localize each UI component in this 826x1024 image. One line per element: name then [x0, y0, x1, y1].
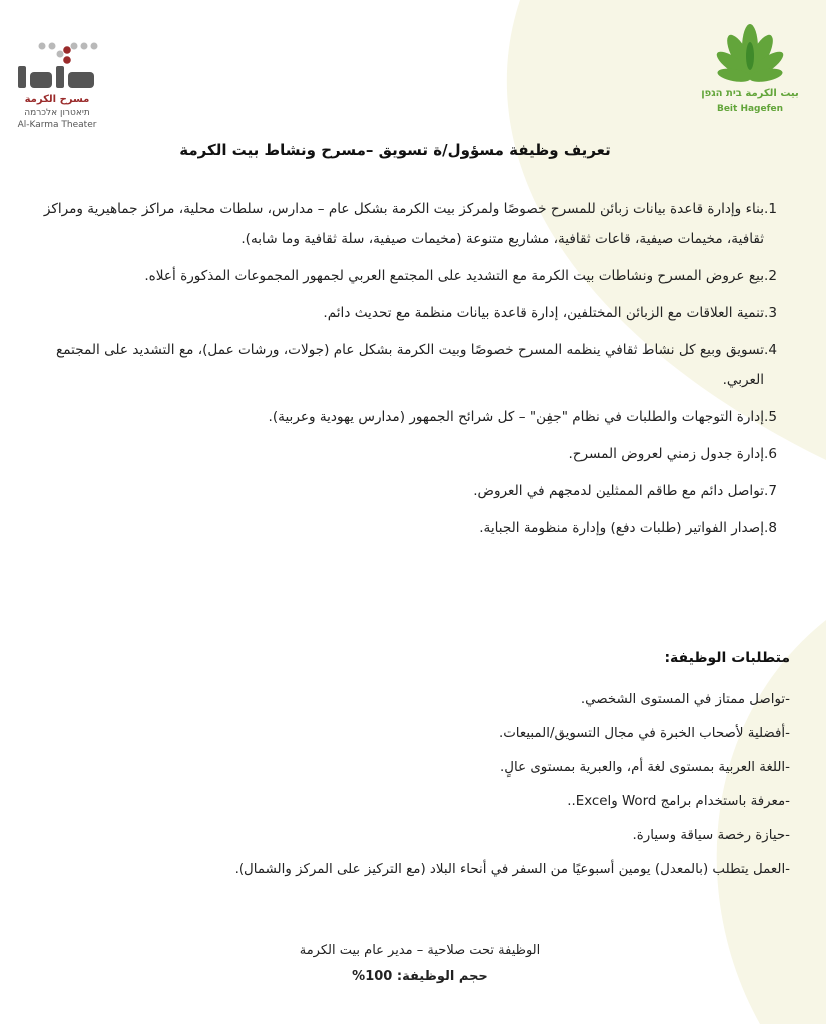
item-text: إدارة التوجهات والطلبات في نظام "جفِن" – كل شرائح الجمهور (مدارس يهودية وعربية). [268, 409, 764, 425]
item-text: تواصل دائم مع طاقم الممثلين لدمجهم في العروض. [473, 483, 764, 499]
list-item [40, 476, 790, 506]
job-size-note: حجم الوظيفة: 100% [352, 969, 488, 984]
requirements-heading: متطلبات الوظيفة: [664, 650, 790, 666]
item-number: 1. [764, 201, 777, 217]
requirement-item: -تواصل ممتاز في المستوى الشخصي. [580, 692, 790, 707]
item-text: إدارة جدول زمني لعروض المسرح. [568, 446, 764, 462]
list-item [40, 194, 790, 254]
item-text: إصدار الفواتير (طلبات دفع) وإدارة منظومة الجباية. [479, 520, 764, 536]
requirement-item: -أفضلية لأصحاب الخبرة في مجال التسويق/المبيعات. [498, 726, 790, 741]
item-text: بيع عروض المسرح ونشاطات بيت الكرمة مع التشديد على المجتمع العربي لجمهور المجموعات المذكورة أعلاه. [144, 268, 764, 284]
requirement-item: -العمل يتطلب (بالمعدل) يومين أسبوعيًا من السفر في أنحاء البلاد (مع التركيز على المركز والشمال). [234, 862, 790, 877]
requirement-item: -حيازة رخصة سياقة وسيارة. [632, 828, 790, 843]
document-title: تعريف وظيفة مسؤول/ة تسويق –مسرح ونشاط بيت الكرمة [179, 141, 611, 159]
item-text: تنمية العلاقات مع الزبائن المختلفين، إدارة قاعدة بيانات منظمة مع تحديث دائم. [323, 305, 764, 321]
al-karma-theater-logo [12, 36, 104, 128]
list-item [40, 439, 790, 469]
item-number: 3. [764, 305, 777, 321]
leaf-logo-icon [694, 22, 806, 86]
requirement-item: -معرفة باستخدام برامج Word وExcel.. [567, 794, 790, 809]
logo-name: بيت الكرمة בית הגפן [701, 88, 799, 99]
beit-hagefen-logo [694, 22, 806, 122]
item-number: 4. [764, 342, 777, 358]
item-text: بناء وإدارة قاعدة بيانات زبائن للمسرح خصوصًا ولمركز بيت الكرمة بشكل عام – مدارس، سلطات محلية، مراكز جماهيرية ومراكز ثقافية، مخيمات صيفية، قاعات ثقافية، مشاريع متنوعة (مخيمات صيفية، سلة ثقافية وما شابه). [43, 201, 764, 247]
item-number: 7. [764, 483, 777, 499]
list-item [40, 335, 790, 395]
logo-english-name: Al-Karma Theater [17, 120, 97, 130]
duties-list [40, 194, 790, 550]
item-text: تسويق وبيع كل نشاط ثقافي ينظمه المسرح خصوصًا وبيت الكرمة بشكل عام (جولات، ورشات عمل)، مع التشديد على المجتمع العربي. [56, 342, 764, 388]
list-item [40, 261, 790, 291]
logo-english-name: Beit Hagefen [716, 104, 784, 114]
list-item [40, 298, 790, 328]
logo-hebrew-name: תיאטרון אלכרמה [24, 108, 90, 118]
requirement-item: -اللغة العربية بمستوى لغة أم، والعبرية بمستوى عالٍ. [500, 760, 790, 775]
item-number: 6. [764, 446, 777, 462]
supervision-note: الوظيفة تحت صلاحية – مدير عام بيت الكرمة [299, 943, 541, 958]
item-number: 8. [764, 520, 777, 536]
list-item [40, 513, 790, 543]
requirements-list [200, 683, 790, 887]
item-number: 2. [764, 268, 777, 284]
theater-dots-logo-icon [12, 36, 104, 92]
logo-arabic-name: مسرح الكرمة [24, 94, 90, 105]
list-item [40, 402, 790, 432]
item-number: 5. [764, 409, 777, 425]
